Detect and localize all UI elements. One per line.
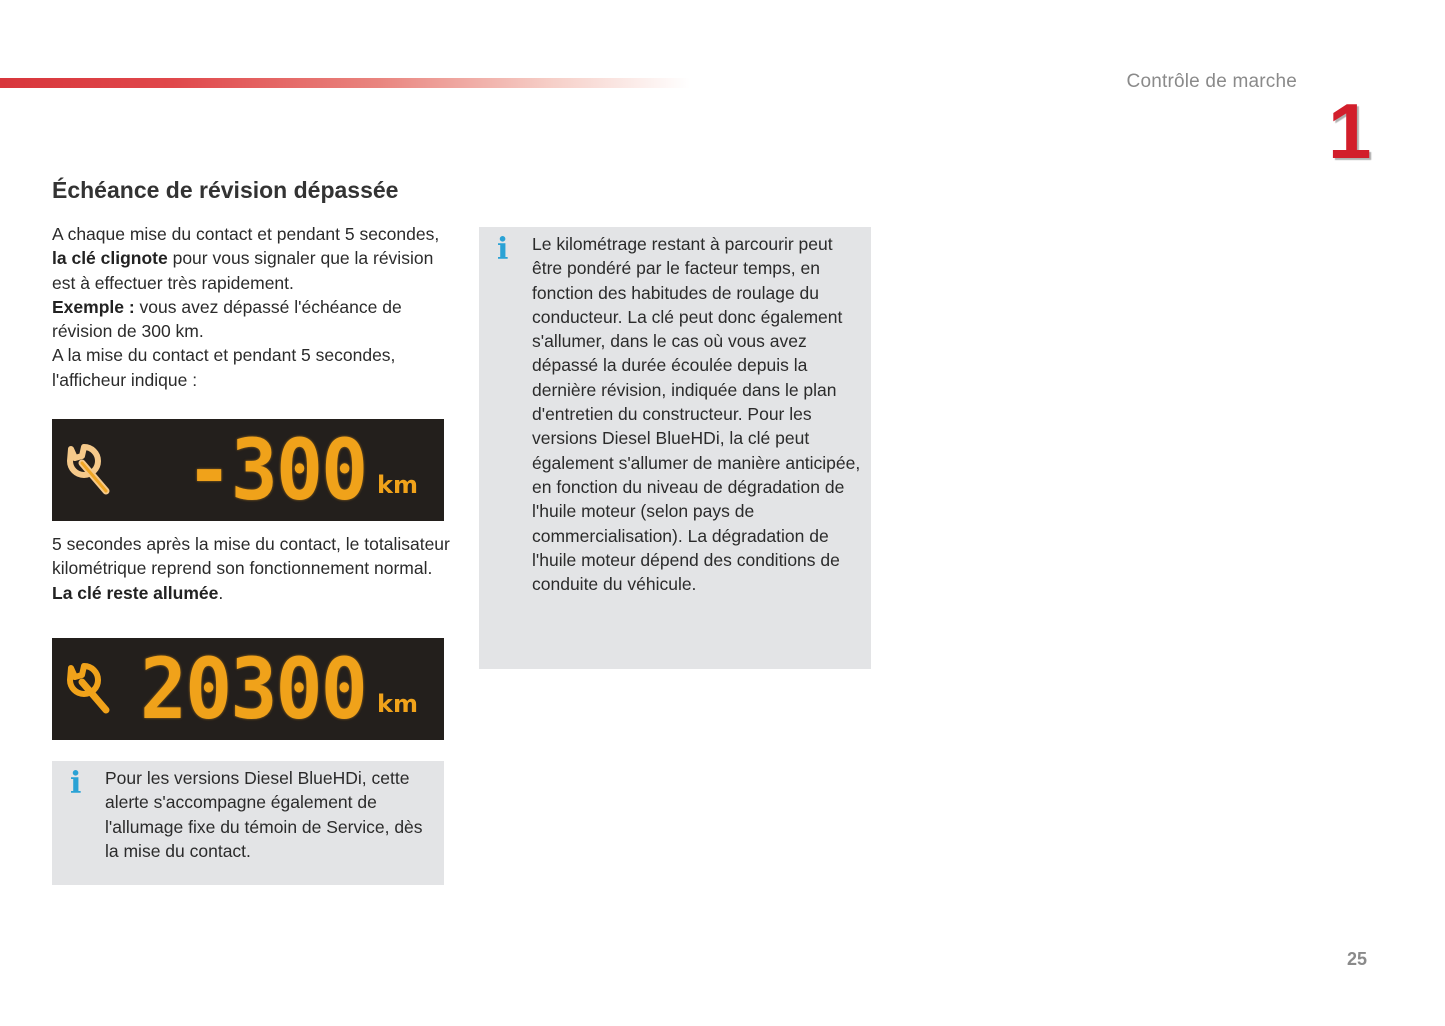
odometer-value: 20300 xyxy=(140,640,366,738)
wrench-icon xyxy=(60,658,122,720)
after-text-1: 5 secondes après la mise du contact, le totalisateur kilométrique reprend son fonctionnement normal. xyxy=(52,534,450,579)
odometer-display-normal xyxy=(52,638,444,740)
wrench-icon xyxy=(60,439,122,501)
example-text: vous avez dépassé l'échéance de révision de 300 km. xyxy=(52,296,402,342)
example-label: Exemple : xyxy=(52,296,135,317)
odometer-unit: km xyxy=(377,690,418,718)
chapter-title: Contrôle de marche xyxy=(1126,71,1297,92)
intro-text-1: A chaque mise du contact et pendant 5 secondes, xyxy=(52,224,440,244)
info-icon: i xyxy=(70,766,82,801)
info-box-left xyxy=(52,761,444,885)
after-bold: La clé reste allumée xyxy=(52,582,219,603)
odometer-value: -300 xyxy=(185,421,366,519)
header-color-bar xyxy=(0,78,690,88)
section-heading: Échéance de révision dépassée xyxy=(52,177,399,203)
info-icon: i xyxy=(497,232,509,267)
intro-text-3: A la mise du contact et pendant 5 secondes, l'afficheur indique : xyxy=(52,345,396,390)
page-number: 25 xyxy=(1347,949,1368,969)
after-paragraph xyxy=(52,532,452,605)
after-text-2: . xyxy=(218,582,224,603)
intro-bold-1: la clé clignote xyxy=(52,248,168,269)
info-text: Pour les versions Diesel BlueHDi, cette alerte s'accompagne également de l'allumage fixe du témoin de Service, dès la mise du contact. xyxy=(105,768,423,861)
chapter-number: 1 xyxy=(1328,87,1372,175)
odometer-unit: km xyxy=(377,471,418,499)
odometer-display-overdue xyxy=(52,419,444,521)
info-box-right xyxy=(479,227,871,669)
intro-text-2: pour vous signaler que la révision est à effectuer très rapidement. xyxy=(52,248,434,293)
intro-paragraph xyxy=(52,222,452,392)
info-text: Le kilométrage restant à parcourir peut être pondéré par le facteur temps, en fonction des habitudes de roulage du conducteur. La clé peut donc également s'allumer, dans le cas où vous avez dépassé la durée écoulée depuis la dernière révision, indiquée dans le plan d'entretien du constructeur. Pour les versions Diesel BlueHDi, la clé peut également s'allumer de manière anticipée, en fonction du niveau de dégradation de l'huile moteur (selon pays de commercialisation). La dégradation de l'huile moteur dépend des conditions de conduite du véhicule. xyxy=(532,234,861,595)
